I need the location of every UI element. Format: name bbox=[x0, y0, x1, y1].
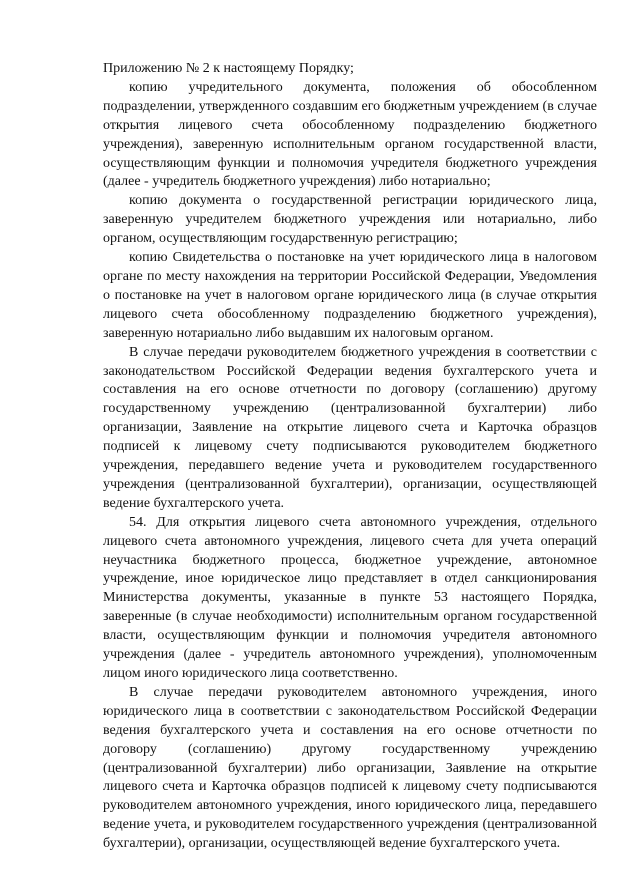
paragraph-autonomous-accounting-transfer: В случае передачи руководителем автономного учреждения, иного юридического лица в соответствии с законодательством Российской Федерации ведения бухгалтерского учета и составления на его основе отчетности по договору (соглашению) другому государственному учреждению (централизованной бухгалтерии) либо организации, Заявление на открытие лицевого счета и Карточка образцов подписей к лицевому счету подписываются руководителем автономного учреждения, иного юридического лица, передавшего ведение учета, и руководителем государственного учреждения (централизованной бухгалтерии), организации, осуществляющей ведение бухгалтерского учета. bbox=[103, 684, 597, 852]
document-page bbox=[103, 60, 597, 854]
paragraph-tax-certificate-copy: копию Свидетельства о постановке на учет юридического лица в налоговом органе по месту нахождения на территории Российской Федерации, Уведомления о постановке на учет в налоговом органе юридического лица (в случае открытия лицевого счета обособленному подразделению бюджетного учреждения), заверенную нотариально либо выдавшим их налоговым органом. bbox=[103, 250, 597, 341]
paragraph-continuation: Приложению № 2 к настоящему Порядку; bbox=[103, 61, 354, 76]
paragraph-charter-copy: копию учредительного документа, положения об обособленном подразделении, утвержденного создавшим его бюджетным учреждением (в случае открытия лицевого счета обособленному подразделению бюджетного учреждения), заверенную исполнительным органом государственной власти, осуществляющим функции и полномочия учредителя бюджетного учреждения (далее - учредитель бюджетного учреждения) либо нотариально; bbox=[103, 79, 597, 190]
paragraph-budget-accounting-transfer: В случае передачи руководителем бюджетного учреждения в соответствии с законодательством Российской Федерации ведения бухгалтерского учета и составления на его основе отчетности по договору (соглашению) другому государственному учреждению (централизованной бухгалтерии) либо организации, Заявление на открытие лицевого счета и Карточка образцов подписей к лицевому счету подписываются руководителем бюджетного учреждения, передавшего ведение учета и руководителем государственного учреждения (централизованной бухгалтерии), организации, осуществляющей ведение бухгалтерского учета. bbox=[103, 344, 597, 511]
paragraph-registration-copy: копию документа о государственной регистрации юридического лица, заверенную учредителем бюджетного учреждения или нотариально, либо органом, осуществляющим государственную регистрацию; bbox=[103, 193, 597, 247]
paragraph-item-54: 54. Для открытия лицевого счета автономного учреждения, отдельного лицевого счета автономного учреждения, лицевого счета для учета операций неучастника бюджетного процесса, бюджетное учреждение, автономное учреждение, иное юридическое лицо представляет в отдел санкционирования Министерства документы, указанные в пункте 53 настоящего Порядка, заверенные (в случае необходимости) исполнительным органом государственной власти, осуществляющим функции и полномочия учредителя автономного учреждения (далее - учредитель автономного учреждения), уполномоченным лицом иного юридического лица соответственно. bbox=[103, 514, 597, 681]
